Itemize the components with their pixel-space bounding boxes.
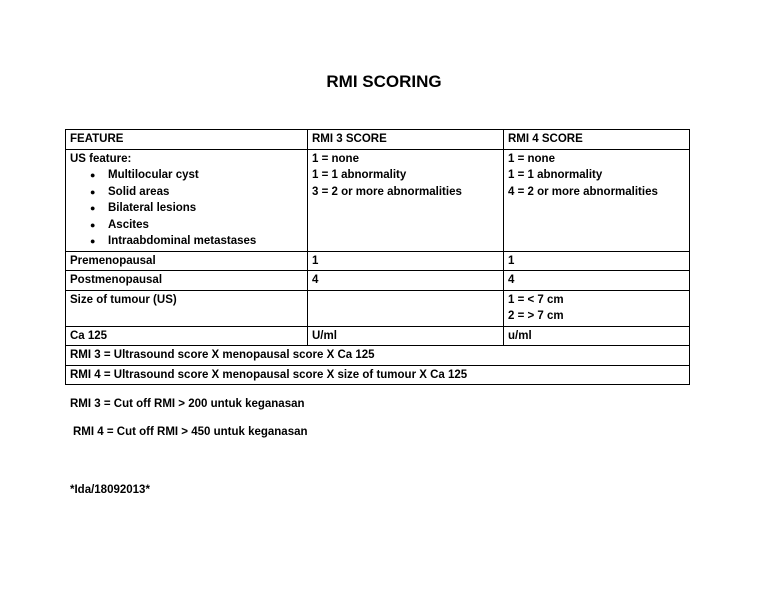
formula-rmi3: RMI 3 = Ultrasound score X menopausal score X Ca 125 [66, 346, 690, 366]
score-line: 4 = 2 or more abnormalities [508, 185, 658, 198]
rmi4-cutoff-note: RMI 4 = Cut off RMI > 450 untuk keganasan [73, 426, 308, 438]
ca125-rmi4-unit: u/ml [504, 326, 690, 346]
header-rmi4-score: RMI 4 SCORE [504, 130, 690, 150]
postmenopausal-label: Postmenopausal [66, 271, 308, 291]
header-rmi3-score: RMI 3 SCORE [308, 130, 504, 150]
score-line: 2 = > 7 cm [508, 310, 564, 322]
table-row-formula-rmi3 [66, 346, 690, 366]
ca125-rmi3-unit: U/ml [308, 326, 504, 346]
list-item: ● Multilocular cyst [90, 167, 303, 184]
table-row-premenopausal [66, 251, 690, 271]
tumour-size-label: Size of tumour (US) [66, 290, 308, 326]
us-feature-list [70, 167, 303, 250]
tumour-size-rmi3 [308, 290, 504, 326]
page-title: RMI SCORING [326, 72, 442, 91]
list-item: ● Intraabdominal metastases [90, 233, 303, 250]
premenopausal-rmi3: 1 [308, 251, 504, 271]
premenopausal-label: Premenopausal [66, 251, 308, 271]
score-line: 1 = 1 abnormality [508, 169, 603, 181]
score-line: 1 = none [508, 152, 555, 165]
tumour-size-rmi4-cell [504, 290, 690, 326]
us-feature-rmi3-cell [308, 149, 504, 251]
table-header-row [66, 130, 690, 150]
rmi3-cutoff-note: RMI 3 = Cut off RMI > 200 untuk keganasan [70, 398, 305, 410]
us-feature-label: US feature: [70, 152, 132, 165]
list-item: ● Solid areas [90, 184, 303, 201]
list-item: ● Ascites [90, 217, 303, 234]
premenopausal-rmi4: 1 [504, 251, 690, 271]
table-row-formula-rmi4 [66, 365, 690, 385]
table-row-us-feature [66, 149, 690, 251]
postmenopausal-rmi3: 4 [308, 271, 504, 291]
list-item: ● Bilateral lesions [90, 200, 303, 217]
score-line: 1 = none [312, 152, 359, 165]
table-row-tumour-size [66, 290, 690, 326]
postmenopausal-rmi4: 4 [504, 271, 690, 291]
us-feature-rmi4-cell [504, 149, 690, 251]
score-line: 1 = < 7 cm [508, 293, 564, 306]
rmi-scoring-table [65, 129, 690, 385]
header-feature: FEATURE [66, 130, 308, 150]
ca125-label: Ca 125 [66, 326, 308, 346]
us-feature-cell [66, 149, 308, 251]
signature-note: *Ida/18092013* [70, 484, 150, 496]
table-row-ca125 [66, 326, 690, 346]
formula-rmi4: RMI 4 = Ultrasound score X menopausal score X size of tumour X Ca 125 [66, 365, 690, 385]
table-row-postmenopausal [66, 271, 690, 291]
score-line: 3 = 2 or more abnormalities [312, 185, 462, 198]
score-line: 1 = 1 abnormality [312, 169, 407, 181]
